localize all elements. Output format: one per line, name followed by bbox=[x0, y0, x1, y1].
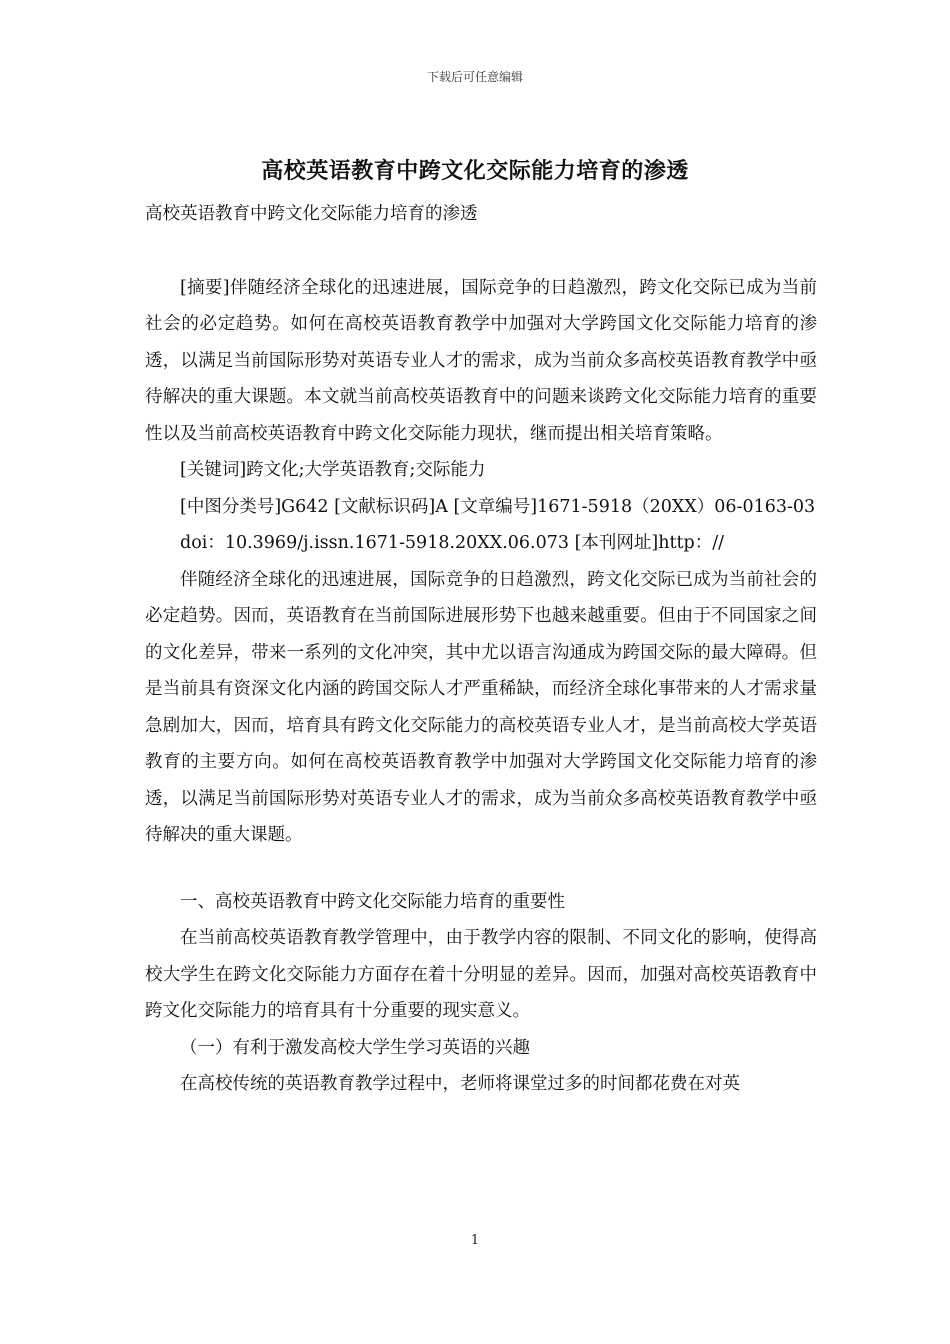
subsection-heading: （一）有利于激发高校大学生学习英语的兴趣 bbox=[180, 1037, 530, 1058]
document-title: 高校英语教育中跨文化交际能力培育的渗透 bbox=[261, 158, 689, 184]
intro-paragraph: 伴随经济全球化的迅速进展，国际竞争的日趋激烈，跨文化交际已成为当前社会的必定趋势。因而，英语教育在当前国际进展形势下也越来越重要。但由于不同国家之间的文化差异，带来一系列的文化冲突，其中尤以语言沟通成为跨国交际的最大障碍。但是当前具有资深文化内涵的跨国交际人才严重稀缺，而经济全球化事带来的人才需求量急剧加大，因而，培育具有跨文化交际能力的高校英语专业人才，是当前高校大学英语教育的主要方向。如何在高校英语教育教学中加强对大学跨国文化交际能力培育的渗透，以满足当前国际形势对英语专业人才的需求，成为当前众多高校英语教育教学中亟待解决的重大课题。 bbox=[145, 569, 817, 845]
document-body bbox=[145, 196, 817, 1103]
spacer bbox=[145, 233, 817, 270]
spacer bbox=[145, 854, 817, 884]
document-subtitle: 高校英语教育中跨文化交际能力培育的渗透 bbox=[145, 204, 478, 224]
classification-line: [中图分类号]G642 [文献标识码]A [文章编号]1671-5918（20XX）06-0163-03 bbox=[180, 496, 816, 517]
abstract-paragraph: [摘要]伴随经济全球化的迅速进展，国际竞争的日趋激烈，跨文化交际已成为当前社会的必定趋势。如何在高校英语教育教学中加强对大学跨国文化交际能力培育的渗透，以满足当前国际形势对英语专业人才的需求，成为当前众多高校英语教育教学中亟待解决的重大课题。本文就当前高校英语教育中的问题来谈跨文化交际能力培育的重要性以及当前高校英语教育中跨文化交际能力现状，继而提出相关培育策略。 bbox=[145, 277, 817, 444]
subsection-paragraph: 在高校传统的英语教育教学过程中，老师将课堂过多的时间都花费在对英 bbox=[180, 1074, 740, 1094]
section-heading: 一、高校英语教育中跨文化交际能力培育的重要性 bbox=[180, 891, 565, 912]
download-note: 下载后可任意编辑 bbox=[426, 70, 523, 84]
keywords-line: [关键词]跨文化;大学英语教育;交际能力 bbox=[180, 460, 486, 480]
page-number: 1 bbox=[470, 1233, 480, 1248]
section-paragraph: 在当前高校英语教育教学管理中，由于教学内容的限制、不同文化的影响，使得高校大学生在跨文化交际能力方面存在着十分明显的差异。因而，加强对高校英语教育中跨文化交际能力的培育具有十分重要的现实意义。 bbox=[145, 928, 817, 1021]
doi-line: doi：10.3969/j.issn.1671-5918.20XX.06.073 [本刊网址]http：// bbox=[180, 533, 725, 553]
